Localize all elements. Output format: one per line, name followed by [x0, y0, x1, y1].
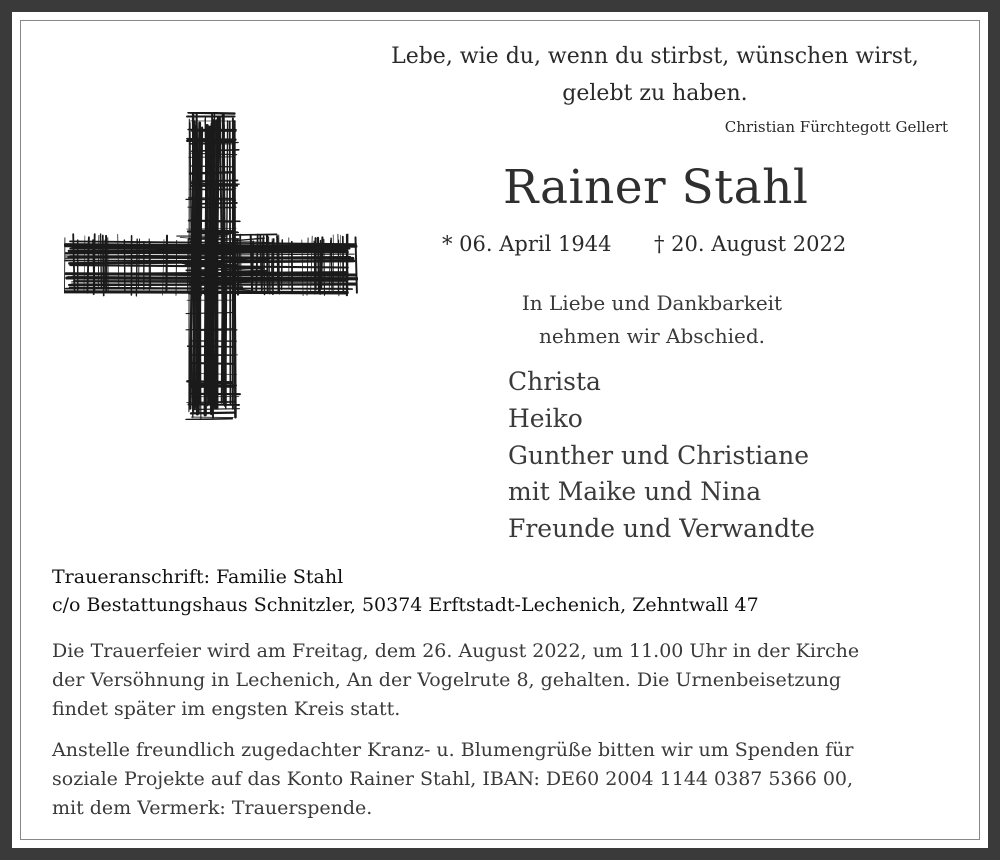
donation-paragraph [52, 736, 952, 823]
mourner-1: Christa [508, 367, 601, 396]
ceremony-line-2: der Versöhnung in Lechenich, An der Vogelrute 8, gehalten. Die Urnenbeisetzung [52, 669, 842, 691]
address-line-1: Traueranschrift: Familie Stahl [52, 566, 344, 588]
mourner-5: Freunde und Verwandte [508, 514, 815, 543]
quote-line-2: gelebt zu haben. [562, 81, 748, 106]
quote-author: Christian Fürchtegott Gellert [724, 118, 948, 136]
donation-line-2: soziale Projekte auf das Konto Rainer Stahl, IBAN: DE60 2004 1144 0387 5366 00, [52, 768, 854, 790]
death-date: † 20. August 2022 [654, 232, 847, 256]
ceremony-paragraph [52, 637, 952, 724]
donation-line-3: mit dem Vermerk: Trauerspende. [52, 797, 373, 819]
mourner-2: Heiko [508, 404, 583, 433]
birth-date: * 06. April 1944 [442, 232, 612, 256]
ceremony-line-3: findet später im engsten Kreis statt. [52, 698, 401, 720]
mourner-4: mit Maike und Nina [508, 477, 762, 506]
ceremony-line-1: Die Trauerfeier wird am Freitag, dem 26. August 2022, um 11.00 Uhr in der Kirche [52, 640, 860, 662]
deceased-name: Rainer Stahl [503, 160, 809, 215]
mourner-3: Gunther und Christiane [508, 441, 810, 470]
donation-line-1: Anstelle freundlich zugedachter Kranz- u. Blumengrüße bitten wir um Spenden für [52, 739, 854, 761]
quote-line-1: Lebe, wie du, wenn du stirbst, wünschen wirst, [391, 44, 919, 69]
farewell-line-1: In Liebe und Dankbarkeit [521, 291, 783, 315]
farewell-line-2: nehmen wir Abschied. [538, 324, 766, 348]
address-line-2: c/o Bestattungshaus Schnitzler, 50374 Erftstadt-Lechenich, Zehntwall 47 [52, 594, 759, 616]
woven-cross-icon [64, 112, 358, 420]
